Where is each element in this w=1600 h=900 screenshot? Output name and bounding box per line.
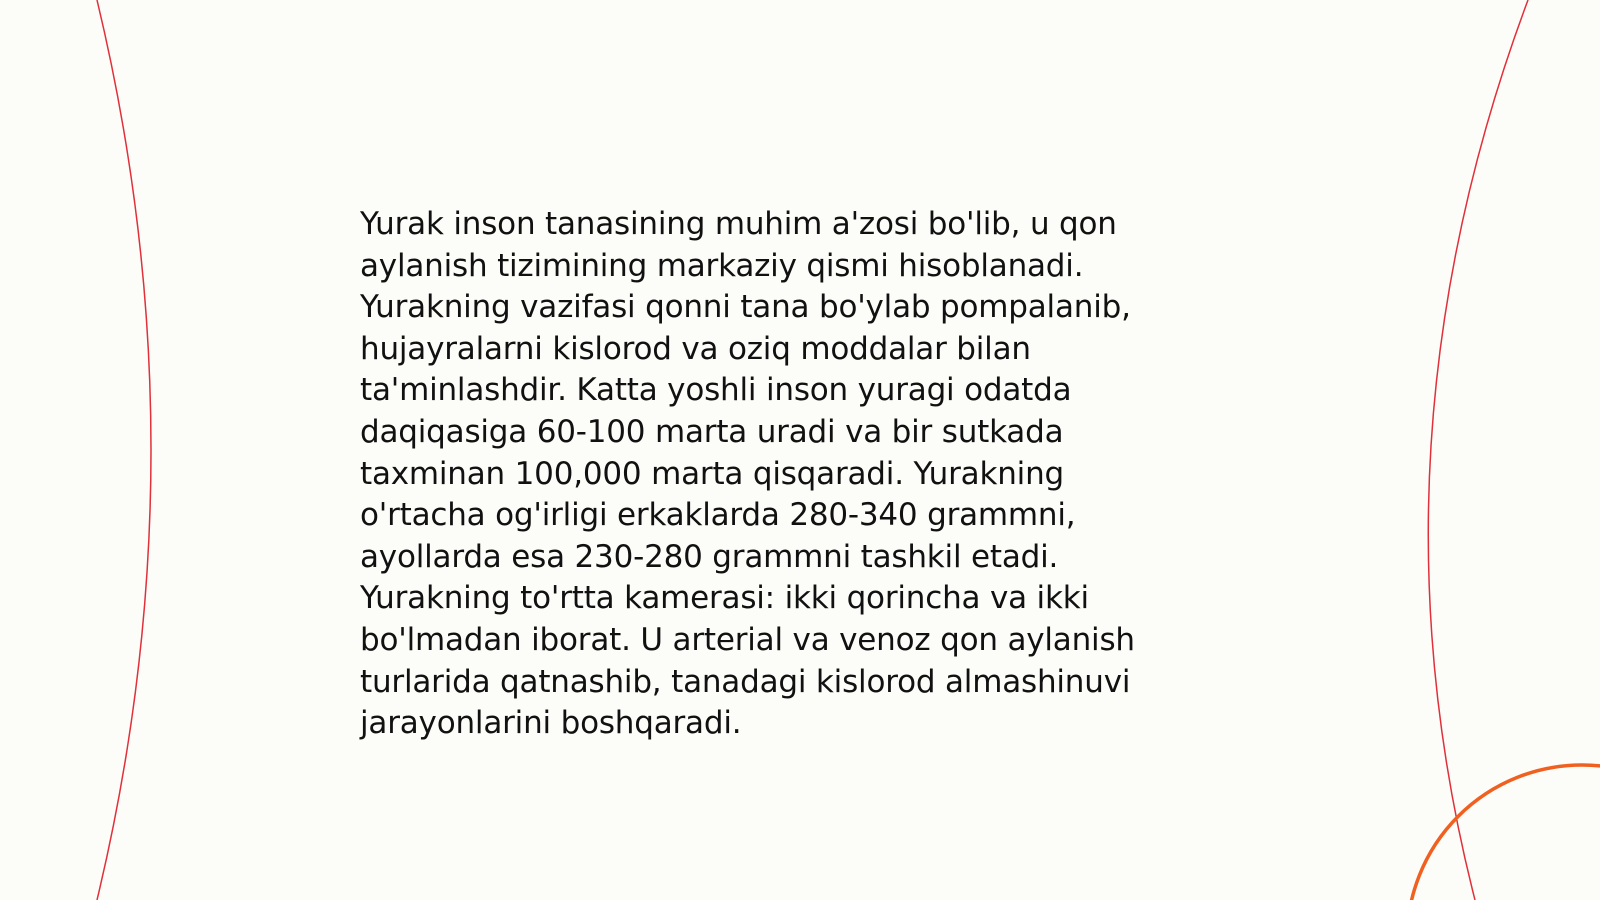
- right-arc-line: [1428, 0, 1528, 900]
- left-arc-line: [97, 0, 151, 900]
- orange-circle-arc: [1407, 765, 1600, 900]
- body-paragraph: Yurak inson tanasining muhim a'zosi bo'lib, u qon aylanish tizimining markaziy qismi hisoblanadi. Yurakning vazifasi qonni tana bo'ylab pompalanib, hujayralarni kislorod va oziq moddalar bilan ta'minlashdir. Katta yoshli inson yuragi odatda daqiqasiga 60-100 marta uradi va bir sutkada taxminan 100,000 marta qisqaradi. Yurakning o'rtacha og'irligi erkaklarda 280-340 grammni, ayollarda esa 230-280 grammni tashkil etadi. Yurakning to'rtta kamerasi: ikki qorincha va ikki bo'lmadan iborat. U arterial va venoz qon aylanish turlarida qatnashib, tanadagi kislorod almashinuvi jarayonlarini boshqaradi.: [360, 206, 1135, 742]
